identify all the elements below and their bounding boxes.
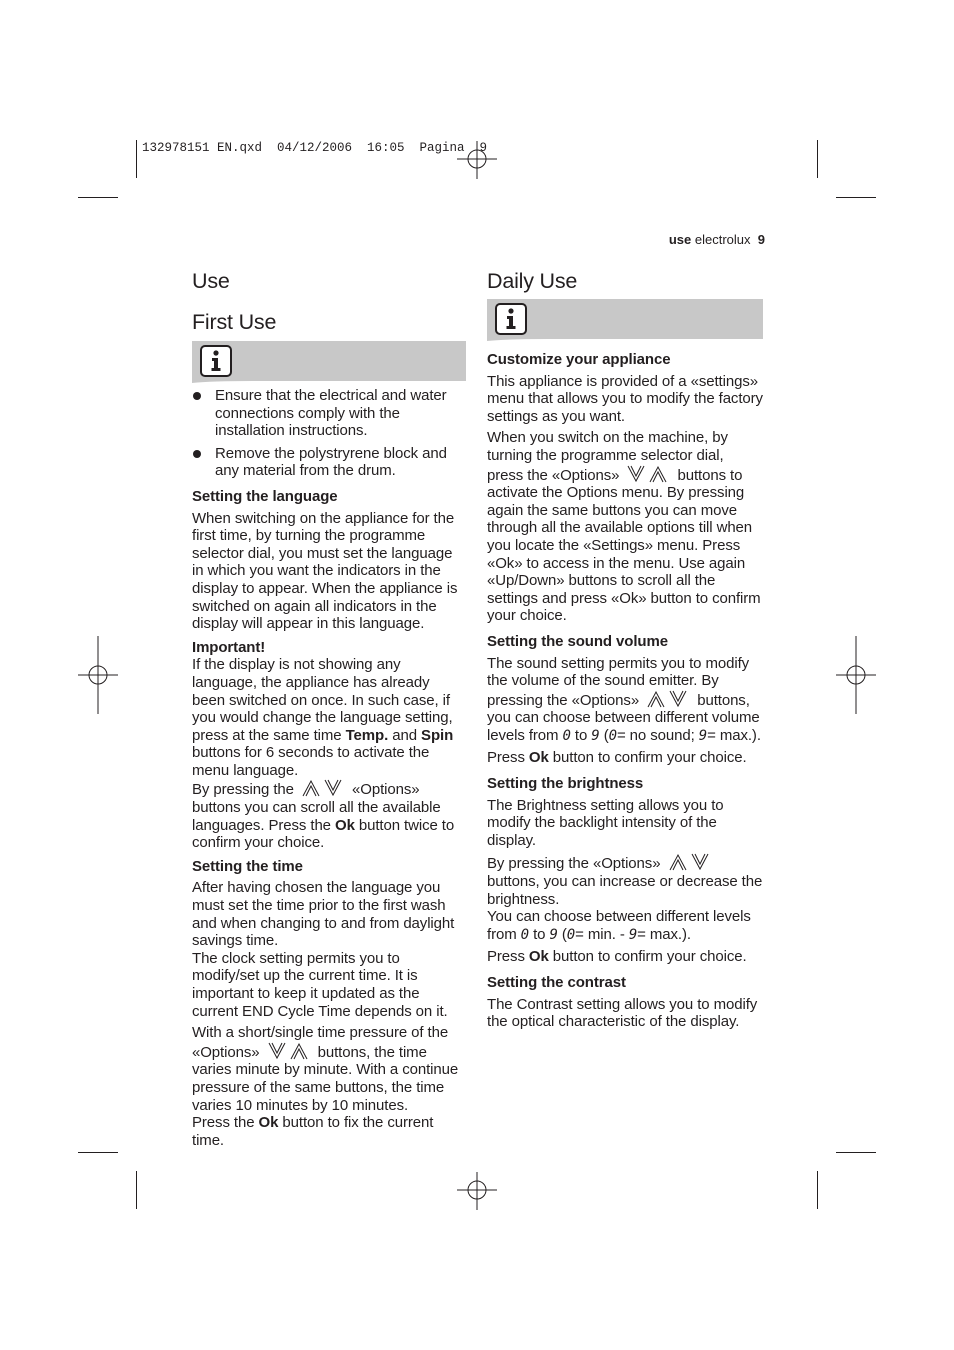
- list-item-text: Ensure that the electrical and water connections comply with the installation instructions.: [215, 387, 447, 440]
- text: By pressing the: [192, 781, 298, 799]
- text: By pressing the «Options»: [487, 855, 665, 873]
- text: to: [570, 726, 592, 744]
- text: If the display is not showing any language, the appliance has already been switched on once. In such case, if you would change the language setting, press at the same time: [192, 656, 453, 744]
- crop-mark: [78, 1152, 118, 1153]
- paragraph-language: When switching on the appliance for the first time, by turning the programme selector dial, you must set the language in which you want the indicators in the display to appear. When the appliance is switched on again all indicators in the display will appear in this language.: [192, 509, 458, 633]
- ok-label: Ok: [258, 1114, 279, 1132]
- text: button to fix the current time.: [192, 1114, 434, 1149]
- heading-sound-volume: Setting the sound volume: [487, 632, 668, 650]
- heading-important: Important!: [192, 638, 266, 656]
- paragraph-important: [192, 656, 466, 852]
- running-head-brand: electrolux: [694, 232, 751, 247]
- crop-mark: [817, 1171, 818, 1209]
- paragraph-brightness-1: The Brightness setting allows you to modify the backlight intensity of the display.: [487, 796, 724, 849]
- heading-customize: Customize your appliance: [487, 351, 671, 368]
- heading-setting-time: Setting the time: [192, 857, 303, 875]
- paragraph-sound: [487, 655, 763, 746]
- text: Press the: [192, 1114, 259, 1132]
- registration-mark-icon: [457, 1170, 497, 1210]
- digit-nine: 9: [549, 926, 558, 943]
- ok-label: Ok: [335, 816, 355, 834]
- text: «Options» buttons you can scroll all the available languages. Press the: [192, 781, 441, 834]
- paragraph-time-2: [192, 1024, 466, 1149]
- info-icon: [495, 303, 527, 335]
- running-head: [560, 232, 765, 247]
- heading-contrast: Setting the contrast: [487, 974, 626, 991]
- paragraph-brightness-2: [487, 853, 763, 944]
- crop-mark: [136, 140, 137, 178]
- text: buttons to activate the Options menu. By pressing again the same buttons you can move through all the available options till when you locate the «Settings» menu. Press «Ok» to access in the menu. Use again «Up/Down» buttons to scroll all the settings and press «Ok» button to confirm your choice.: [487, 466, 761, 625]
- text: (: [599, 726, 609, 744]
- section-title-first-use: First Use: [192, 310, 277, 334]
- digit-zero: 0: [608, 727, 617, 744]
- crop-mark: [136, 1171, 137, 1209]
- text: With a short/single time pressure of the «Options»: [192, 1024, 449, 1061]
- ok-label: Ok: [528, 749, 549, 767]
- text: When you switch on the machine, by turning the programme selector dial, press the «Options»: [487, 429, 728, 484]
- text: buttons for 6 seconds to activate the menu language.: [192, 744, 430, 779]
- paragraph-sound-confirm: [487, 749, 763, 767]
- digit-zero: 0: [520, 926, 530, 943]
- up-down-arrows-icon: [267, 1042, 311, 1060]
- text: button to confirm your choice.: [548, 948, 747, 966]
- paragraph-contrast: The Contrast setting allows you to modify the optical characteristic of the display.: [487, 995, 758, 1031]
- text: button to confirm your choice.: [548, 749, 747, 767]
- text: Press: [487, 948, 529, 966]
- digit-zero: 0: [562, 727, 571, 744]
- page-title: Use: [192, 269, 230, 293]
- text: = max.).: [707, 726, 761, 744]
- digit-nine: 9: [628, 926, 638, 943]
- spin-label: Spin: [421, 726, 454, 744]
- text: to: [529, 925, 550, 943]
- left-column: [192, 268, 466, 1149]
- up-down-arrows-icon: [668, 853, 712, 871]
- up-down-arrows-icon: [646, 690, 690, 708]
- text: button twice to confirm your choice.: [192, 816, 455, 852]
- registration-mark-icon: [78, 636, 118, 714]
- bullet-icon: [193, 450, 201, 458]
- digit-nine: 9: [698, 727, 708, 744]
- heading-brightness: Setting the brightness: [487, 775, 644, 793]
- list-item: [192, 445, 466, 480]
- info-bar: [487, 299, 763, 341]
- right-column: [487, 268, 763, 1031]
- ok-label: Ok: [528, 948, 549, 966]
- registration-mark-icon: [836, 636, 876, 714]
- crop-mark: [836, 1152, 876, 1153]
- list-item-text: Remove the polystryrene block and any material from the drum.: [215, 444, 447, 480]
- temp-label: Temp.: [345, 726, 389, 744]
- first-use-list: [192, 387, 466, 480]
- text: = max.).: [637, 925, 691, 943]
- paragraph-brightness-confirm: [487, 948, 763, 966]
- crop-mark: [817, 140, 818, 178]
- text: After having chosen the language you must set the time prior to the first wash and when changing to and from daylight savings time.: [192, 879, 455, 950]
- text: = min. -: [575, 925, 629, 943]
- text: You can choose between different levels from: [487, 908, 751, 943]
- up-down-arrows-icon: [626, 465, 670, 483]
- running-head-section: use: [668, 232, 692, 247]
- info-bar-shape: [192, 341, 466, 383]
- text: The clock setting permits you to modify/set up the current time. It is important to keep it updated as the current END Cycle Time depends on it.: [192, 949, 448, 1020]
- text: The sound setting permits you to modify the volume of the sound emitter. By pressing the «Options»: [487, 654, 750, 709]
- paragraph-time-1: [192, 879, 466, 1020]
- list-item: [192, 387, 466, 440]
- digit-zero: 0: [566, 926, 576, 943]
- registration-mark-icon: [457, 141, 497, 181]
- print-slug: 132978151 EN.qxd 04/12/2006 16:05 Pagina 9: [142, 141, 488, 155]
- page-number: 9: [757, 232, 765, 247]
- crop-mark: [836, 197, 876, 198]
- info-bar: [192, 341, 466, 383]
- info-bar-shape: [487, 299, 763, 341]
- text: = no sound;: [616, 726, 699, 744]
- text: buttons, you can increase or decrease the brightness.: [487, 873, 763, 908]
- paragraph-customize-2: [487, 429, 763, 625]
- text: buttons, you can choose between different volume levels from: [487, 691, 760, 744]
- digit-nine: 9: [591, 727, 600, 744]
- up-down-arrows-icon: [301, 779, 345, 797]
- crop-mark: [78, 197, 118, 198]
- bullet-icon: [193, 392, 201, 400]
- text: buttons, the time varies minute by minute. With a continue pressure of the same buttons, the time varies 10 minutes by 10 minutes.: [192, 1043, 459, 1114]
- text: Press: [487, 749, 529, 767]
- paragraph-customize-1: This appliance is provided of a «settings» menu that allows you to modify the factory settings as you want.: [487, 372, 763, 425]
- section-title-daily-use: Daily Use: [487, 269, 578, 293]
- text: (: [557, 925, 567, 943]
- text: and: [388, 726, 422, 744]
- info-icon: [200, 345, 232, 377]
- heading-setting-language: Setting the language: [192, 487, 338, 505]
